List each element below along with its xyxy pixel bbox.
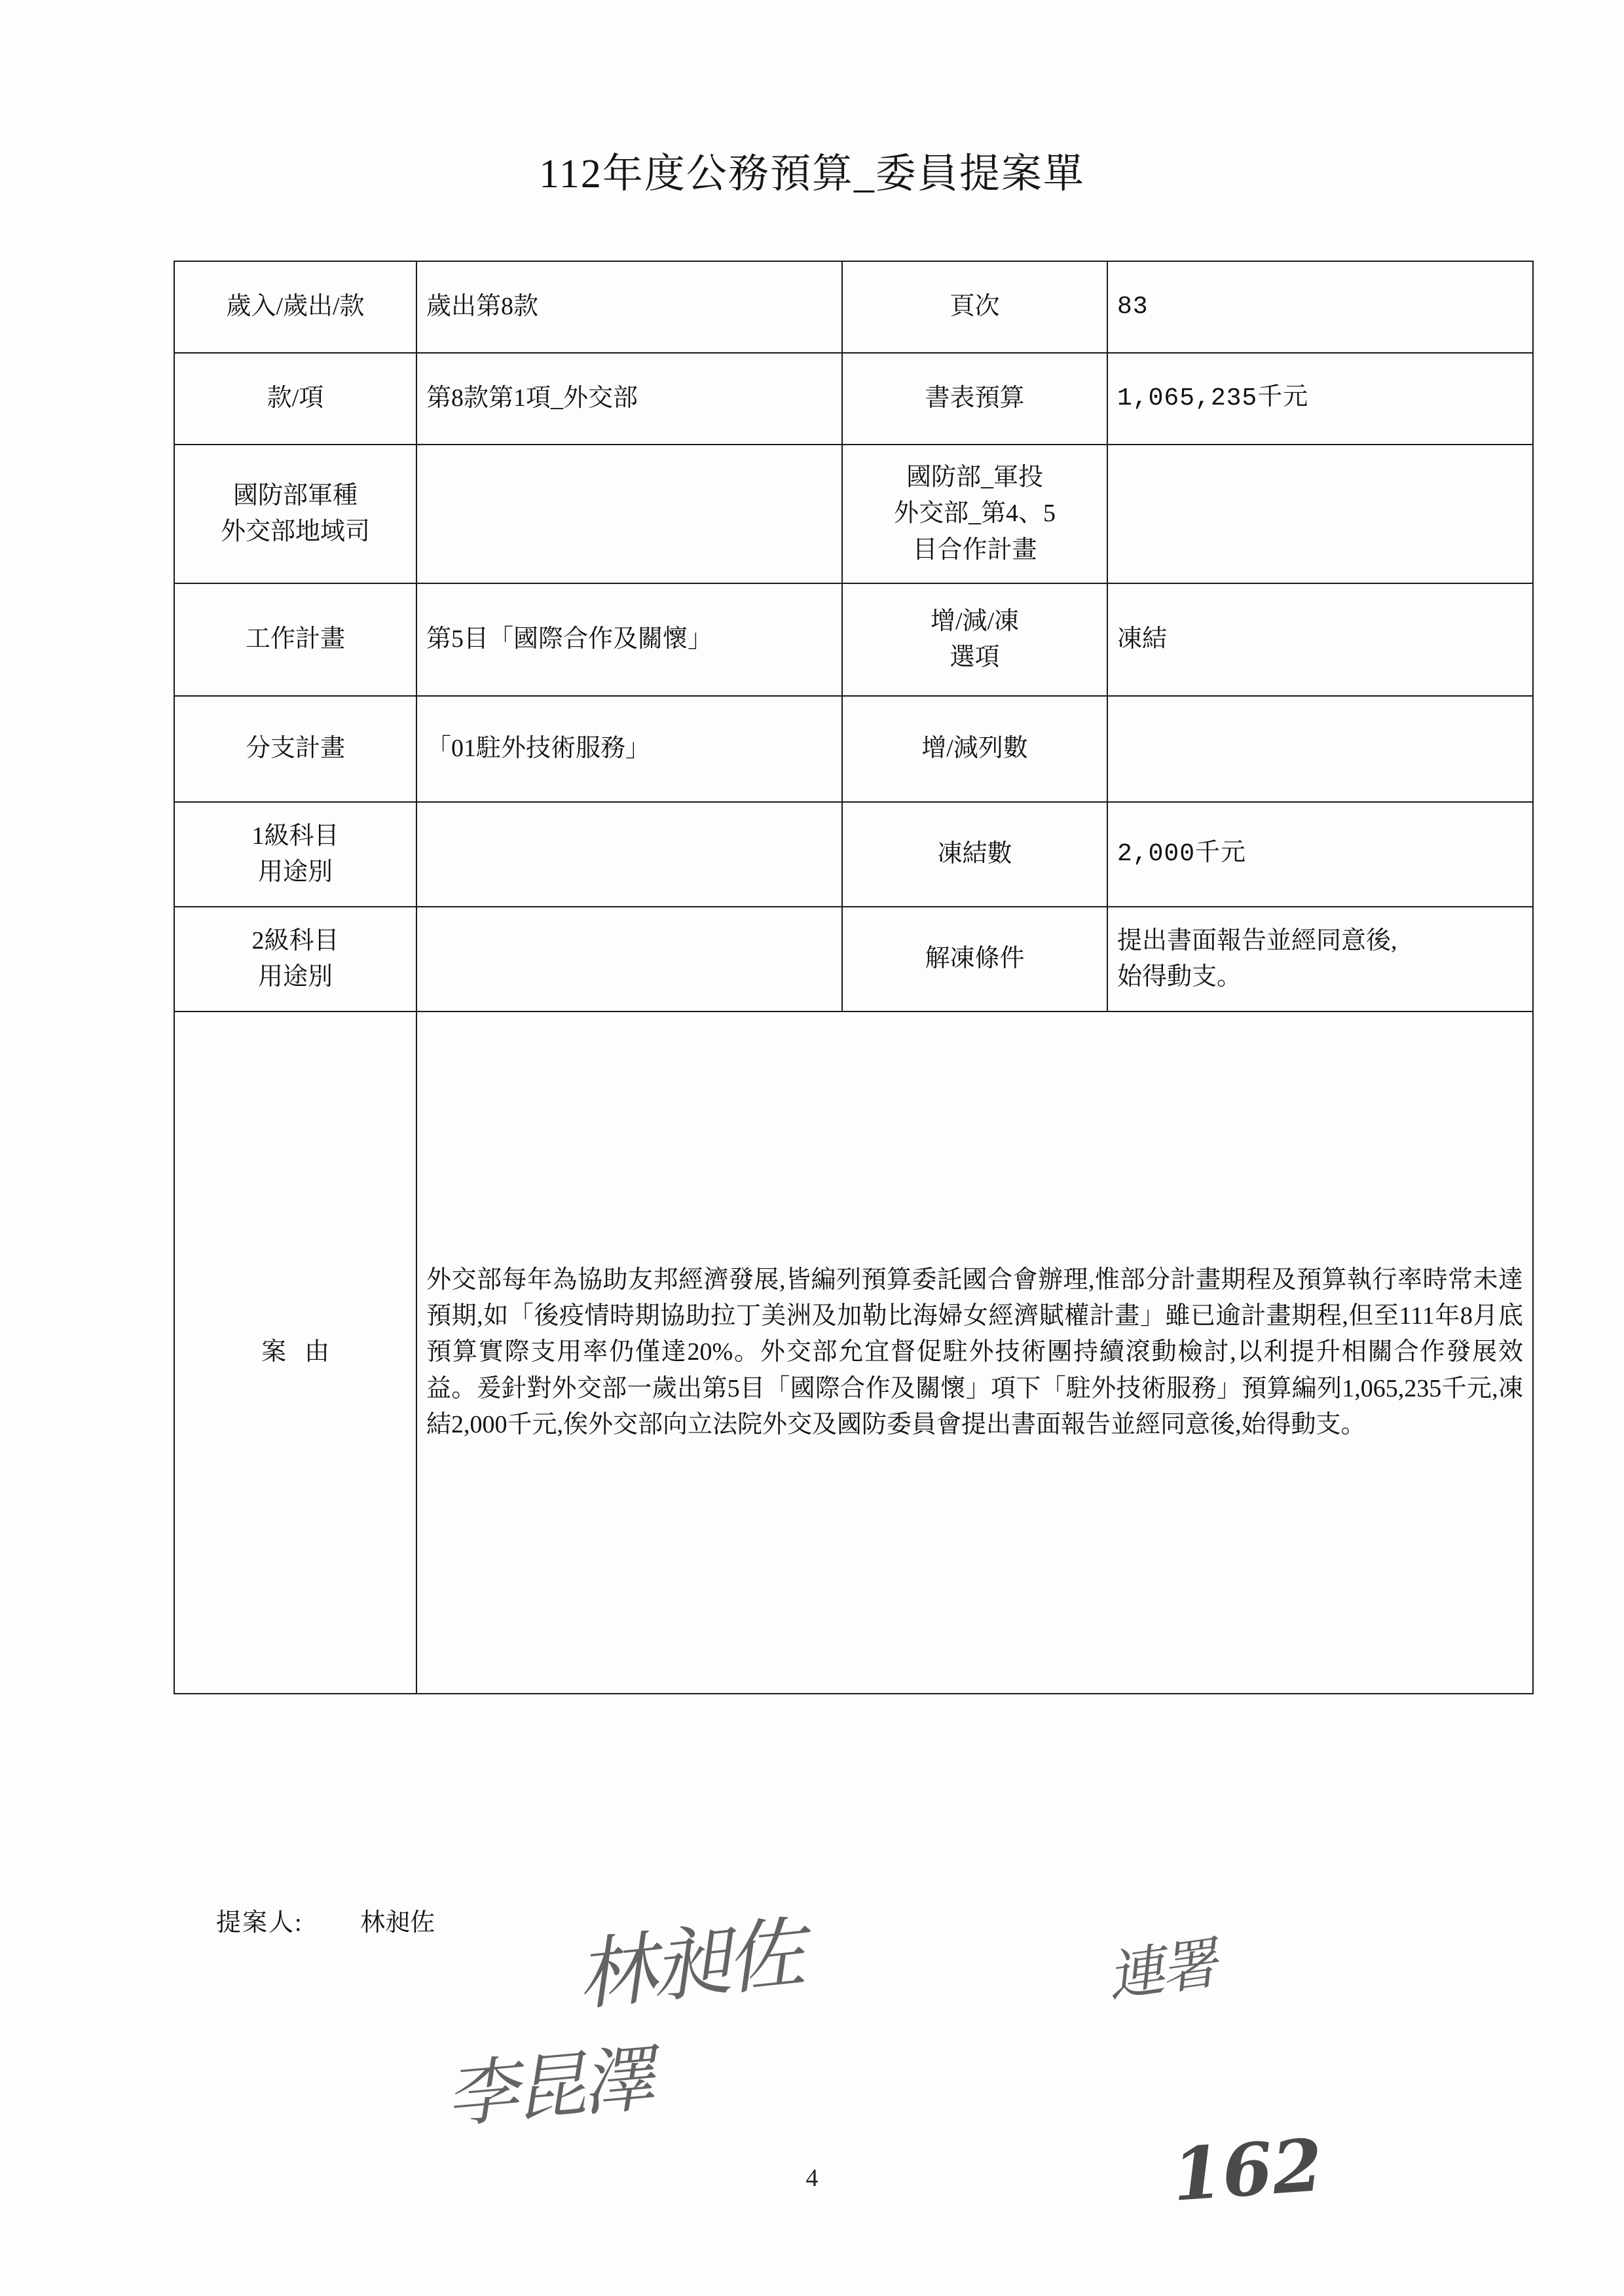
case-reason-text: 外交部每年為協助友邦經濟發展,皆編列預算委託國合會辦理,惟部分計畫期程及預算執行率時常未達預期,如「後疫情時期協助拉丁美洲及加勒比海婦女經濟賦權計畫」雖已逾計畫期程,但至111年8月底預算實際支用率仍僅達20%。外交部允宜督促駐外技術團持續滾動檢討,以利提升相關合作發展效益。爰針對外交部一歲出第5目「國際合作及關懷」項下「駐外技術服務」預算編列1,065,235千元,凍結2,000千元,俟外交部向立法院外交及國防委員會提出書面報告並經同意後,始得動支。 (426, 1266, 1523, 1438)
table-row (174, 696, 1533, 802)
table-row (174, 583, 1533, 696)
proposer-name: 林昶佐 (360, 1909, 435, 1937)
row-label-level2-account (174, 907, 416, 1011)
row-value-level2-account (416, 907, 842, 1011)
handwritten-signature-1: 林昶佐 (572, 1908, 805, 2022)
row-label-department-line1: 國防部軍種 (232, 481, 358, 509)
row-value-cooperation-plan (1107, 445, 1533, 583)
row-label-department-line2: 外交部地域司 (220, 518, 370, 545)
row-value-case-reason (416, 1011, 1533, 1694)
proposer-label: 提案人: (216, 1909, 303, 1937)
table-row (174, 261, 1533, 353)
row-label-cooperation-plan-line2: 外交部_第4、5 (893, 500, 1056, 528)
row-label-cooperation-plan-line3: 目合作計畫 (912, 536, 1037, 564)
handwritten-signature-2: 連署 (1103, 1930, 1219, 2011)
proposal-form-table (174, 261, 1534, 1694)
row-label-case-reason: 案由 (174, 1011, 416, 1694)
row-label-change-option-line2: 選項 (950, 644, 1000, 671)
row-label-level2-account-line1: 2級科目 (251, 926, 339, 955)
row-value-section-item: 第8款第1項_外交部 (416, 353, 842, 445)
row-label-budget-category: 歲入/歲出/款 (174, 261, 416, 353)
table-row (174, 907, 1533, 1011)
row-label-page-index: 頁次 (842, 261, 1107, 353)
row-value-frozen-amount: 2,000千元 (1107, 802, 1533, 907)
row-label-unfreeze-condition: 解凍條件 (842, 907, 1107, 1011)
row-value-unfreeze-condition (1107, 907, 1533, 1011)
row-label-change-amount: 增/減列數 (842, 696, 1107, 802)
row-label-cooperation-plan (842, 445, 1107, 583)
row-value-department (416, 445, 842, 583)
page-title: 112年度公務預算_委員提案單 (539, 152, 1085, 196)
row-value-work-plan: 第5目「國際合作及關懷」 (416, 583, 842, 696)
row-label-section-item: 款/項 (174, 353, 416, 445)
table-row-case (174, 1011, 1533, 1694)
row-value-unfreeze-condition-line1: 提出書面報告並經同意後, (1117, 926, 1397, 955)
row-label-book-budget: 書表預算 (842, 353, 1107, 445)
row-value-change-amount (1107, 696, 1533, 802)
row-value-level1-account (416, 802, 842, 907)
row-value-change-option: 凍結 (1107, 583, 1533, 696)
stamp-number: 162 (1169, 2123, 1325, 2217)
row-label-change-option (842, 583, 1107, 696)
row-label-department (174, 445, 416, 583)
table-row (174, 802, 1533, 907)
row-value-branch-plan: 「01駐外技術服務」 (416, 696, 842, 802)
table-row (174, 353, 1533, 445)
page-number: 4 (805, 2164, 819, 2192)
row-label-work-plan: 工作計畫 (174, 583, 416, 696)
row-label-cooperation-plan-line1: 國防部_軍投 (906, 464, 1043, 492)
row-label-level1-account (174, 802, 416, 907)
row-label-level2-account-line2: 用途別 (257, 963, 333, 991)
row-label-level1-account-line2: 用途別 (257, 858, 333, 886)
table-row (174, 445, 1533, 583)
row-label-change-option-line1: 增/減/凍 (930, 607, 1020, 635)
proposer-line (216, 1902, 435, 1938)
row-value-page-index: 83 (1107, 261, 1533, 353)
handwritten-signature-3: 李昆澤 (442, 2036, 654, 2138)
row-value-unfreeze-condition-line2: 始得動支。 (1117, 963, 1242, 991)
row-label-frozen-amount: 凍結數 (842, 802, 1107, 907)
row-value-book-budget: 1,065,235千元 (1107, 353, 1533, 445)
row-value-budget-category: 歲出第8款 (416, 261, 842, 353)
row-label-level1-account-line1: 1級科目 (251, 822, 339, 850)
row-label-branch-plan: 分支計畫 (174, 696, 416, 802)
